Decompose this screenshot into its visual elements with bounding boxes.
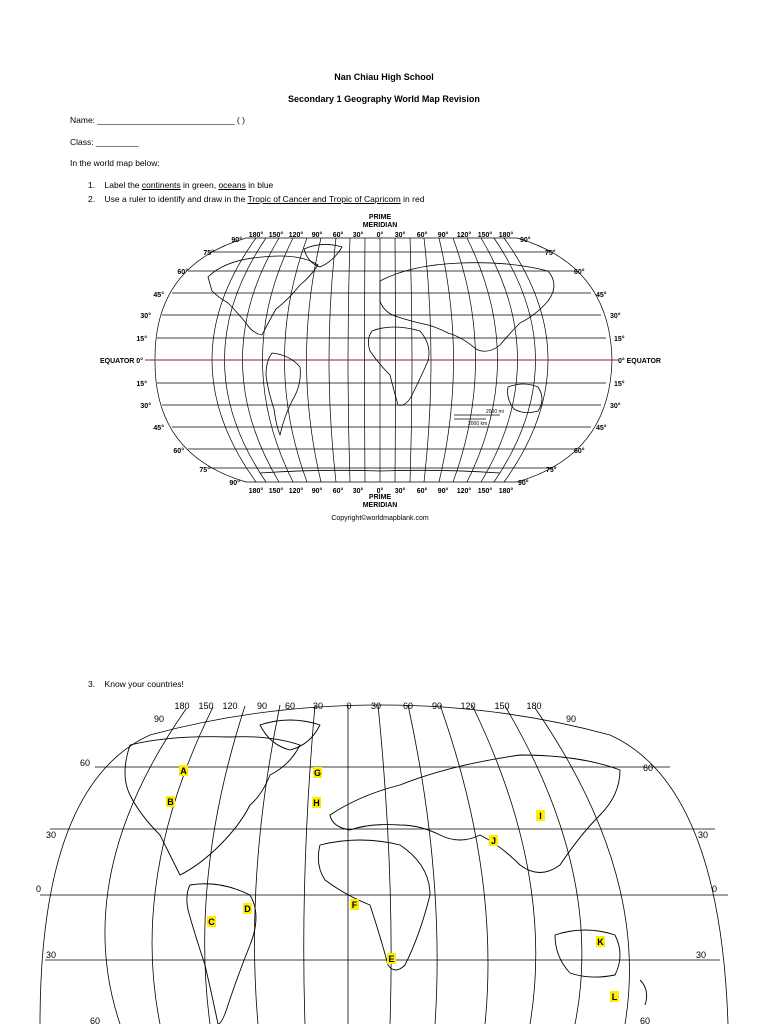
lon-top-150e: 150° (477, 232, 493, 239)
lon-bottom-150w: 150° (268, 488, 284, 495)
svg-text:C: C (208, 917, 215, 927)
worksheet-title: Secondary 1 Geography World Map Revision (288, 94, 480, 104)
instruction-2: 2. Use a ruler to identify and draw in the Tropic of Cancer and Tropic of Capricorn in red (88, 194, 425, 204)
lon-top-90e: 90° (437, 232, 449, 239)
lon-bottom-60e: 60° (416, 488, 428, 495)
map2-lon-120e: 120 (460, 701, 476, 711)
map2-lon-120w: 120 (222, 701, 238, 711)
prime-meridian-bottom-label-1: PRIME (368, 494, 392, 501)
svg-text:E: E (388, 954, 395, 964)
svg-text:J: J (490, 836, 497, 846)
lon-bottom-180w: 180° (248, 488, 264, 495)
lon-top-180w: 180° (248, 232, 264, 239)
lat-left-60s: 60° (173, 448, 184, 455)
map2-lat-left-60n: 60 (80, 758, 91, 768)
prime-meridian-top-label-1: PRIME (368, 214, 392, 221)
lon-top-180e: 180° (498, 232, 514, 239)
map2-lat-left-90: 90 (154, 714, 165, 724)
lat-right-90n: 90° (520, 237, 531, 244)
instruction-3: 3. Know your countries! (88, 679, 184, 689)
marker-f[interactable] (350, 899, 359, 910)
map2-lon-90w: 90 (256, 701, 268, 711)
world-map-grid (0, 205, 768, 525)
svg-text:F: F (351, 900, 358, 910)
lat-left-90n: 90° (231, 237, 242, 244)
instruction-1: 1. Label the continents in green, oceans in blue (88, 180, 274, 190)
lon-bottom-180e: 180° (498, 488, 514, 495)
map2-lon-30e: 30 (370, 701, 382, 711)
map2-lat-right-30n: 30 (698, 830, 709, 840)
marker-g[interactable] (313, 767, 322, 778)
intro-text: In the world map below: (70, 158, 160, 168)
map2-lon-60e: 60 (402, 701, 414, 711)
map2-lon-180e: 180 (526, 701, 542, 711)
lat-left-75s: 75° (199, 467, 210, 474)
lon-top-150w: 150° (268, 232, 284, 239)
lon-top-30w: 30° (352, 232, 364, 239)
lat-left-equator: EQUATOR 0° (100, 358, 143, 365)
lon-top-60w: 60° (332, 232, 344, 239)
lon-top-90w: 90° (311, 232, 323, 239)
lon-bottom-120e: 120° (456, 488, 472, 495)
map2-lon-180w: 180 (174, 701, 190, 711)
marker-d[interactable] (243, 903, 252, 914)
lon-bottom-120w: 120° (288, 488, 304, 495)
lat-right-30n: 30° (610, 313, 621, 320)
map2-lon-0: 0 (346, 701, 352, 711)
svg-text:L: L (611, 992, 618, 1002)
lat-right-15s: 15° (614, 381, 625, 388)
map2-lat-right-90: 90 (566, 714, 577, 724)
map2-lon-90e: 90 (431, 701, 443, 711)
lon-bottom-30e: 30° (394, 488, 406, 495)
lat-left-45s: 45° (153, 425, 164, 432)
lon-bottom-90e: 90° (437, 488, 449, 495)
lon-bottom-150e: 150° (477, 488, 493, 495)
lat-right-75n: 75° (545, 250, 556, 257)
name-blank[interactable]: _____________________________ (97, 115, 235, 125)
svg-text:G: G (313, 768, 322, 778)
scale-kilometers: 2000 km (468, 421, 488, 427)
map2-lon-150e: 150 (494, 701, 510, 711)
lat-left-15s: 15° (136, 381, 147, 388)
svg-text:B: B (167, 797, 174, 807)
name-row (70, 115, 245, 125)
lat-left-60n: 60° (177, 269, 188, 276)
lon-bottom-90w: 90° (311, 488, 323, 495)
marker-k[interactable] (596, 936, 605, 947)
lat-left-30n: 30° (140, 313, 151, 320)
countries-map (0, 695, 768, 1024)
prime-meridian-bottom-label-2: MERIDIAN (362, 502, 398, 509)
lat-left-30s: 30° (140, 403, 151, 410)
marker-i[interactable] (536, 810, 545, 821)
svg-text:H: H (313, 798, 320, 808)
register-number-blank[interactable]: ( ) (236, 115, 245, 125)
scale-miles: 2000 mi (486, 409, 504, 415)
lat-left-75n: 75° (203, 250, 214, 257)
map2-lon-60w: 60 (284, 701, 296, 711)
lat-left-45n: 45° (153, 292, 164, 299)
map2-lat-left-0: 0 (36, 884, 42, 894)
copyright-text: Copyright©worldmapblank.com (331, 515, 429, 522)
lon-top-60e: 60° (416, 232, 428, 239)
map2-lat-right-30s: 30 (696, 950, 707, 960)
lon-top-0: 0° (376, 232, 384, 239)
svg-text:A: A (180, 766, 187, 776)
prime-meridian-top-label-2: MERIDIAN (362, 222, 398, 229)
lon-top-120e: 120° (456, 232, 472, 239)
lon-bottom-0: 0° (376, 488, 384, 495)
map2-lat-left-30n: 30 (46, 830, 57, 840)
svg-text:I: I (539, 811, 542, 821)
name-label: Name: (70, 115, 96, 125)
svg-text:K: K (597, 937, 604, 947)
lon-top-30e: 30° (394, 232, 406, 239)
class-row (70, 137, 139, 147)
marker-h[interactable] (312, 797, 321, 808)
marker-a[interactable] (179, 765, 188, 776)
lat-left-15n: 15° (136, 336, 147, 343)
map2-lon-150w: 150 (198, 701, 214, 711)
lat-right-45s: 45° (596, 425, 607, 432)
school-name: Nan Chiau High School (334, 72, 434, 82)
map2-lat-right-60n: 60 (643, 763, 654, 773)
lat-right-75s: 75° (546, 467, 557, 474)
map2-lon-30w: 30 (312, 701, 324, 711)
lat-right-60n: 60° (574, 269, 585, 276)
marker-j[interactable] (489, 835, 498, 846)
map2-lat-right-0: 0 (712, 884, 718, 894)
map2-lat-left-30s: 30 (46, 950, 57, 960)
lat-left-90s: 90° (229, 480, 240, 487)
class-blank[interactable]: _________ (96, 137, 139, 147)
lat-right-45n: 45° (596, 292, 607, 299)
marker-c[interactable] (207, 916, 216, 927)
marker-e[interactable] (387, 953, 396, 964)
lon-bottom-60w: 60° (332, 488, 344, 495)
map2-lat-left-60s: 60 (90, 1016, 101, 1024)
lat-right-60s: 60° (574, 448, 585, 455)
lat-right-equator: 0° EQUATOR (618, 358, 661, 365)
map2-lat-right-60s: 60 (640, 1016, 651, 1024)
class-label: Class: (70, 137, 94, 147)
marker-b[interactable] (166, 796, 175, 807)
lat-right-90s: 90° (518, 480, 529, 487)
lon-bottom-30w: 30° (352, 488, 364, 495)
lat-right-30s: 30° (610, 403, 621, 410)
marker-l[interactable] (610, 991, 619, 1002)
lon-top-120w: 120° (288, 232, 304, 239)
lat-right-15n: 15° (614, 336, 625, 343)
svg-text:D: D (244, 904, 251, 914)
